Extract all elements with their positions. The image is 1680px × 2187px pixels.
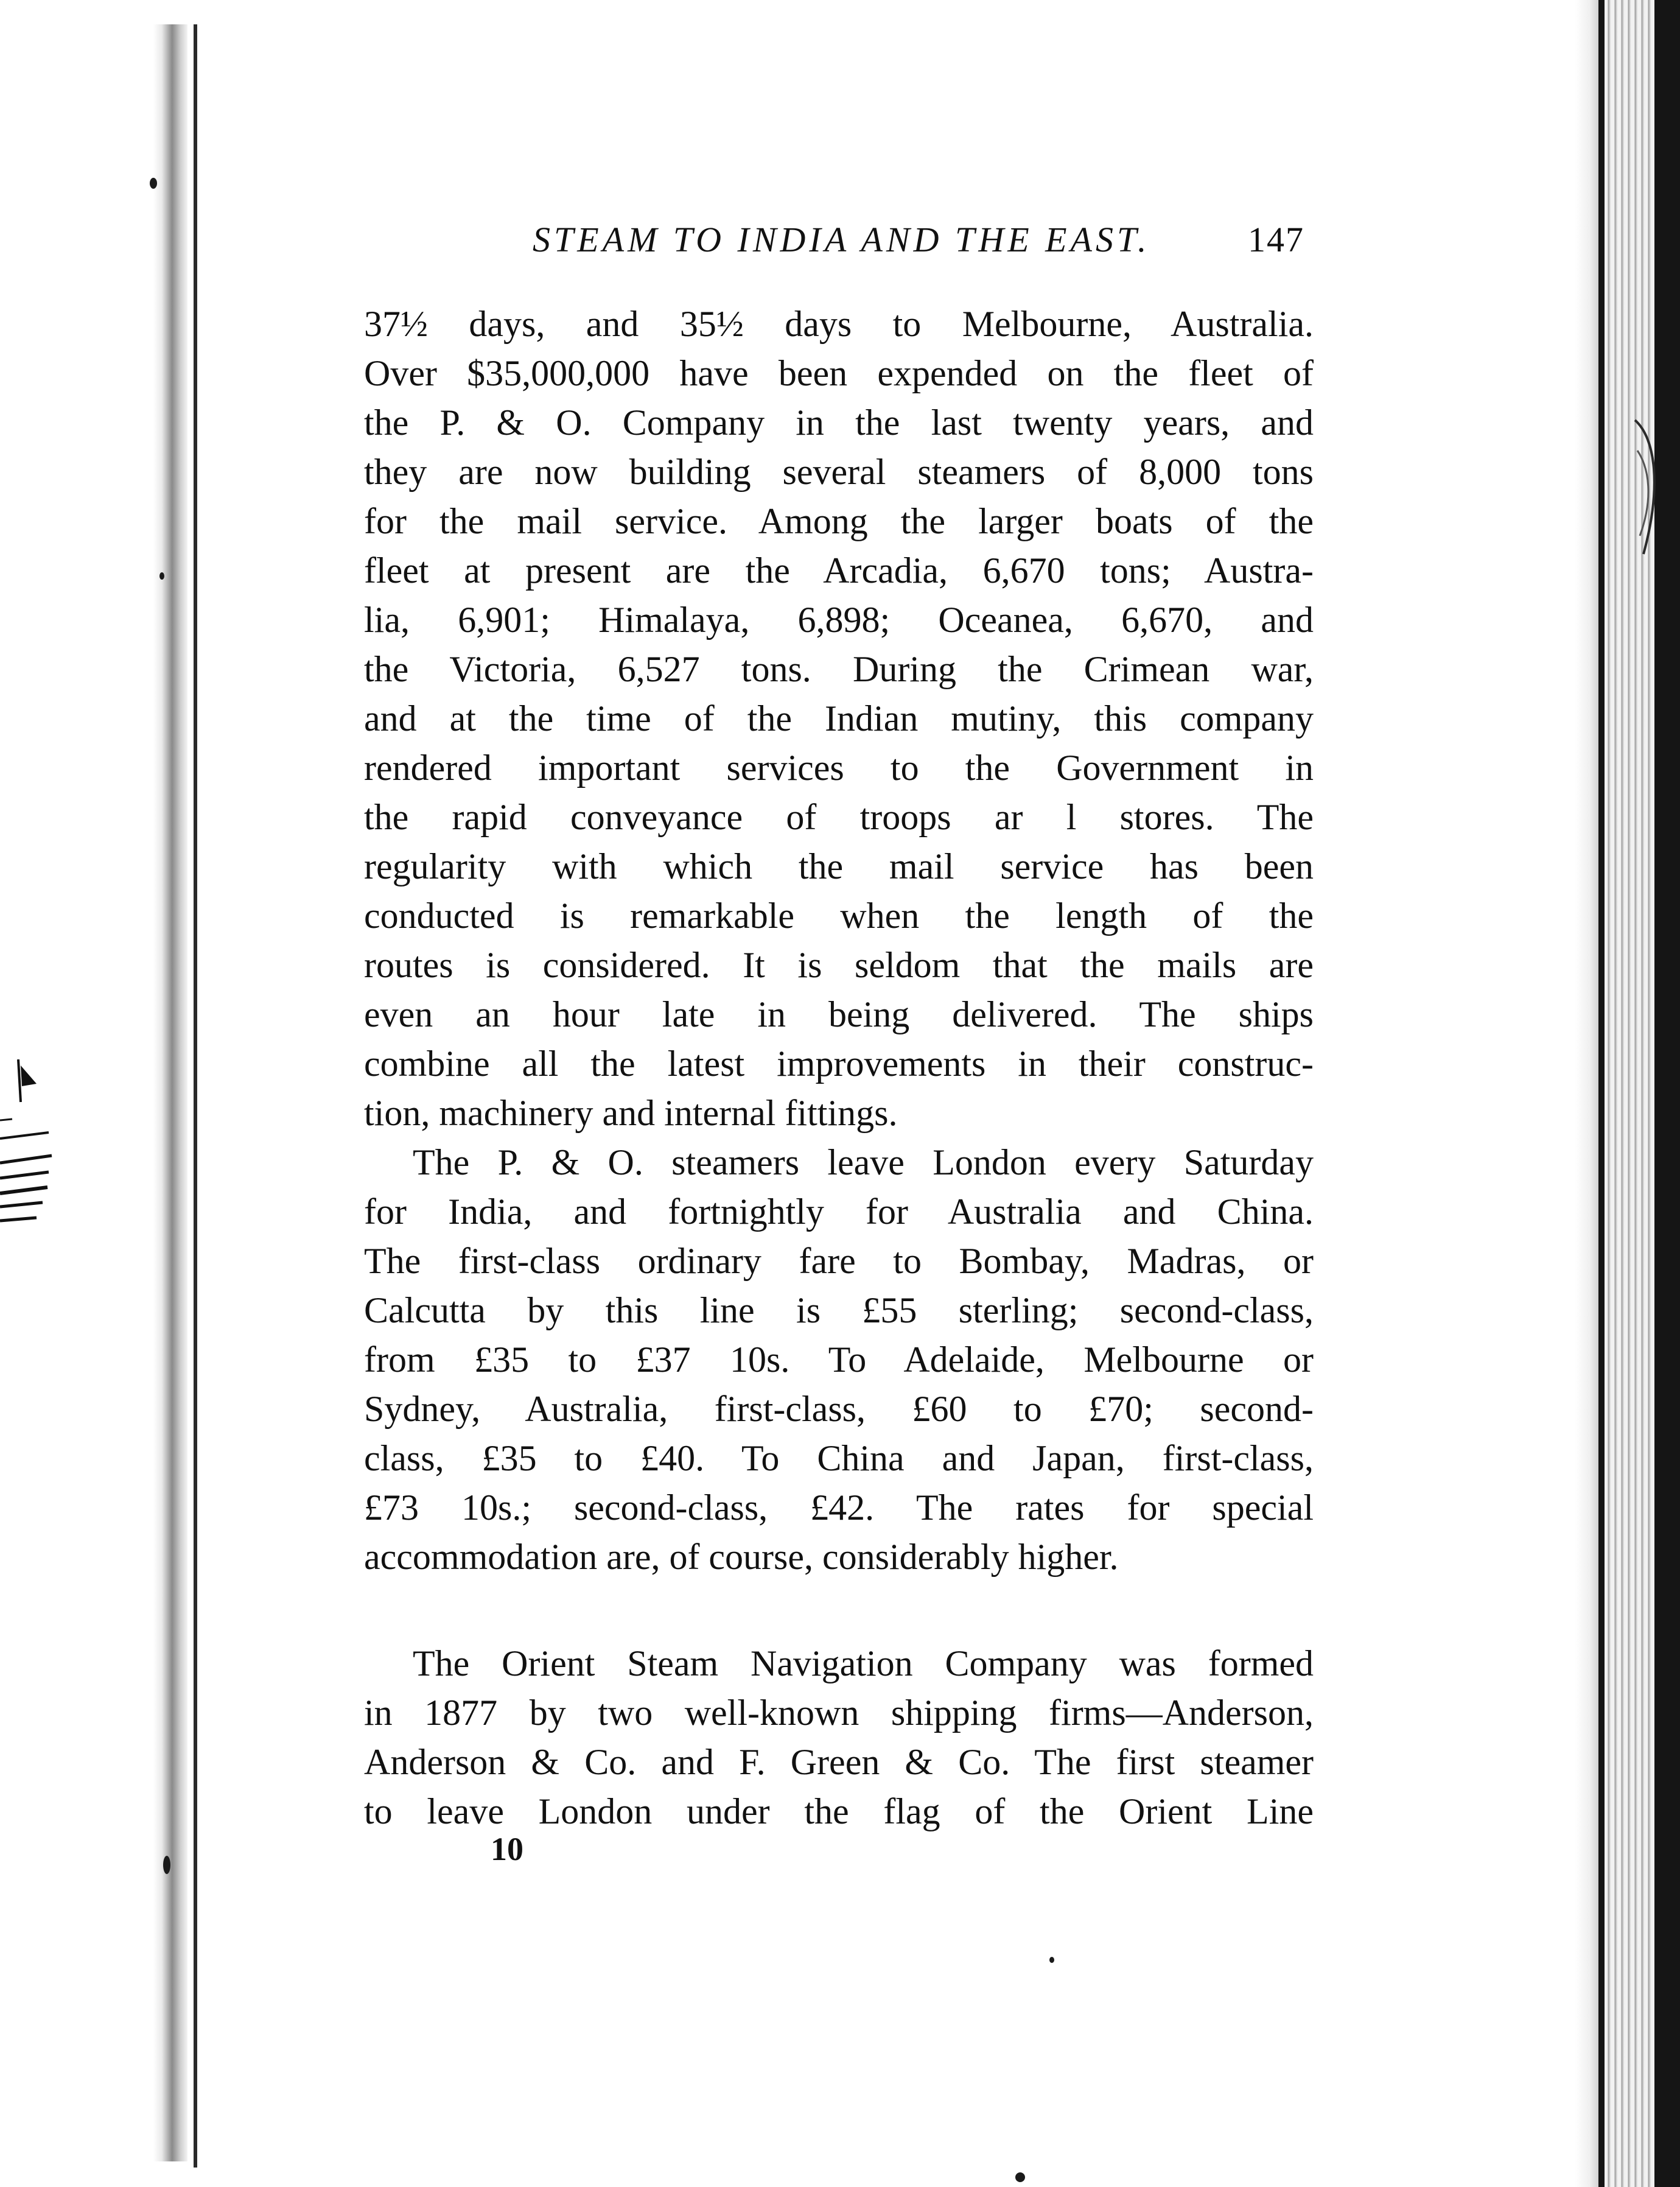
text-line: for the mail service. Among the larger boats of the bbox=[364, 501, 1314, 541]
scan-speck bbox=[1015, 2172, 1025, 2182]
text-line: Over $35,000,000 have been expended on the fleet of bbox=[364, 353, 1314, 393]
page-stack-edge bbox=[1605, 0, 1654, 2187]
page-curl bbox=[1631, 414, 1668, 560]
text-line: in 1877 by two well-known shipping firms—Anderson, bbox=[364, 1693, 1314, 1733]
text-line: The P. & O. steamers leave London every Saturday bbox=[413, 1142, 1314, 1182]
text-line: combine all the latest improvements in their construc- bbox=[364, 1044, 1314, 1084]
text-line: Calcutta by this line is £55 sterling; second-class, bbox=[364, 1290, 1314, 1330]
scan-speck bbox=[1049, 1957, 1054, 1963]
text-line: lia, 6,901; Himalaya, 6,898; Oceanea, 6,670, and bbox=[364, 600, 1314, 640]
scan-speck bbox=[150, 178, 157, 189]
text-line: Anderson & Co. and F. Green & Co. The first steamer bbox=[364, 1742, 1314, 1782]
book-binding-edge bbox=[194, 24, 197, 2168]
scan-speck bbox=[163, 1856, 170, 1874]
text-line: fleet at present are the Arcadia, 6,670 tons; Austra- bbox=[364, 550, 1314, 591]
body-text-block-1 bbox=[364, 300, 1314, 1582]
text-line: rendered important services to the Government in bbox=[364, 748, 1314, 788]
text-line: the rapid conveyance of troops ar l stores. The bbox=[364, 797, 1314, 837]
text-line: accommodation are, of course, considerably higher. bbox=[364, 1537, 1119, 1577]
text-line: routes is considered. It is seldom that the mails are bbox=[364, 945, 1314, 985]
text-line: and at the time of the Indian mutiny, this company bbox=[364, 698, 1314, 739]
signature-mark: 10 bbox=[491, 1831, 523, 1867]
text-line: the Victoria, 6,527 tons. During the Crimean war, bbox=[364, 649, 1314, 689]
text-line: the P. & O. Company in the last twenty years, and bbox=[364, 402, 1314, 443]
book-binding-shadow bbox=[153, 24, 187, 2161]
text-line: £73 10s.; second-class, £42. The rates for special bbox=[364, 1487, 1314, 1528]
text-line: regularity with which the mail service has been bbox=[364, 846, 1314, 886]
text-line: even an hour late in being delivered. The ships bbox=[364, 994, 1314, 1034]
text-line: The Orient Steam Navigation Company was formed bbox=[413, 1643, 1314, 1683]
page-number: 147 bbox=[1248, 220, 1304, 259]
text-line: they are now building several steamers of 8,000 tons bbox=[364, 452, 1314, 492]
scan-speck bbox=[159, 572, 164, 580]
running-head-title: STEAM TO INDIA AND THE EAST. bbox=[533, 220, 1150, 259]
page-fore-edge-shadow bbox=[1575, 0, 1600, 2187]
text-line: The first-class ordinary fare to Bombay, Madras, or bbox=[364, 1241, 1314, 1281]
text-line: class, £35 to £40. To China and Japan, first-class, bbox=[364, 1438, 1314, 1478]
text-line: conducted is remarkable when the length of the bbox=[364, 896, 1314, 936]
text-line: 37½ days, and 35½ days to Melbourne, Australia. bbox=[364, 304, 1314, 344]
text-line: for India, and fortnightly for Australia and China. bbox=[364, 1192, 1314, 1232]
text-line: from £35 to £37 10s. To Adelaide, Melbourne or bbox=[364, 1339, 1314, 1380]
body-text-block-2 bbox=[364, 1639, 1314, 1836]
facing-page-illustration-fragment bbox=[0, 1047, 55, 1248]
text-line: to leave London under the flag of the Orient Line bbox=[364, 1791, 1314, 1831]
text-line: Sydney, Australia, first-class, £60 to £70; second- bbox=[364, 1389, 1314, 1429]
text-line: tion, machinery and internal fittings. bbox=[364, 1093, 898, 1133]
